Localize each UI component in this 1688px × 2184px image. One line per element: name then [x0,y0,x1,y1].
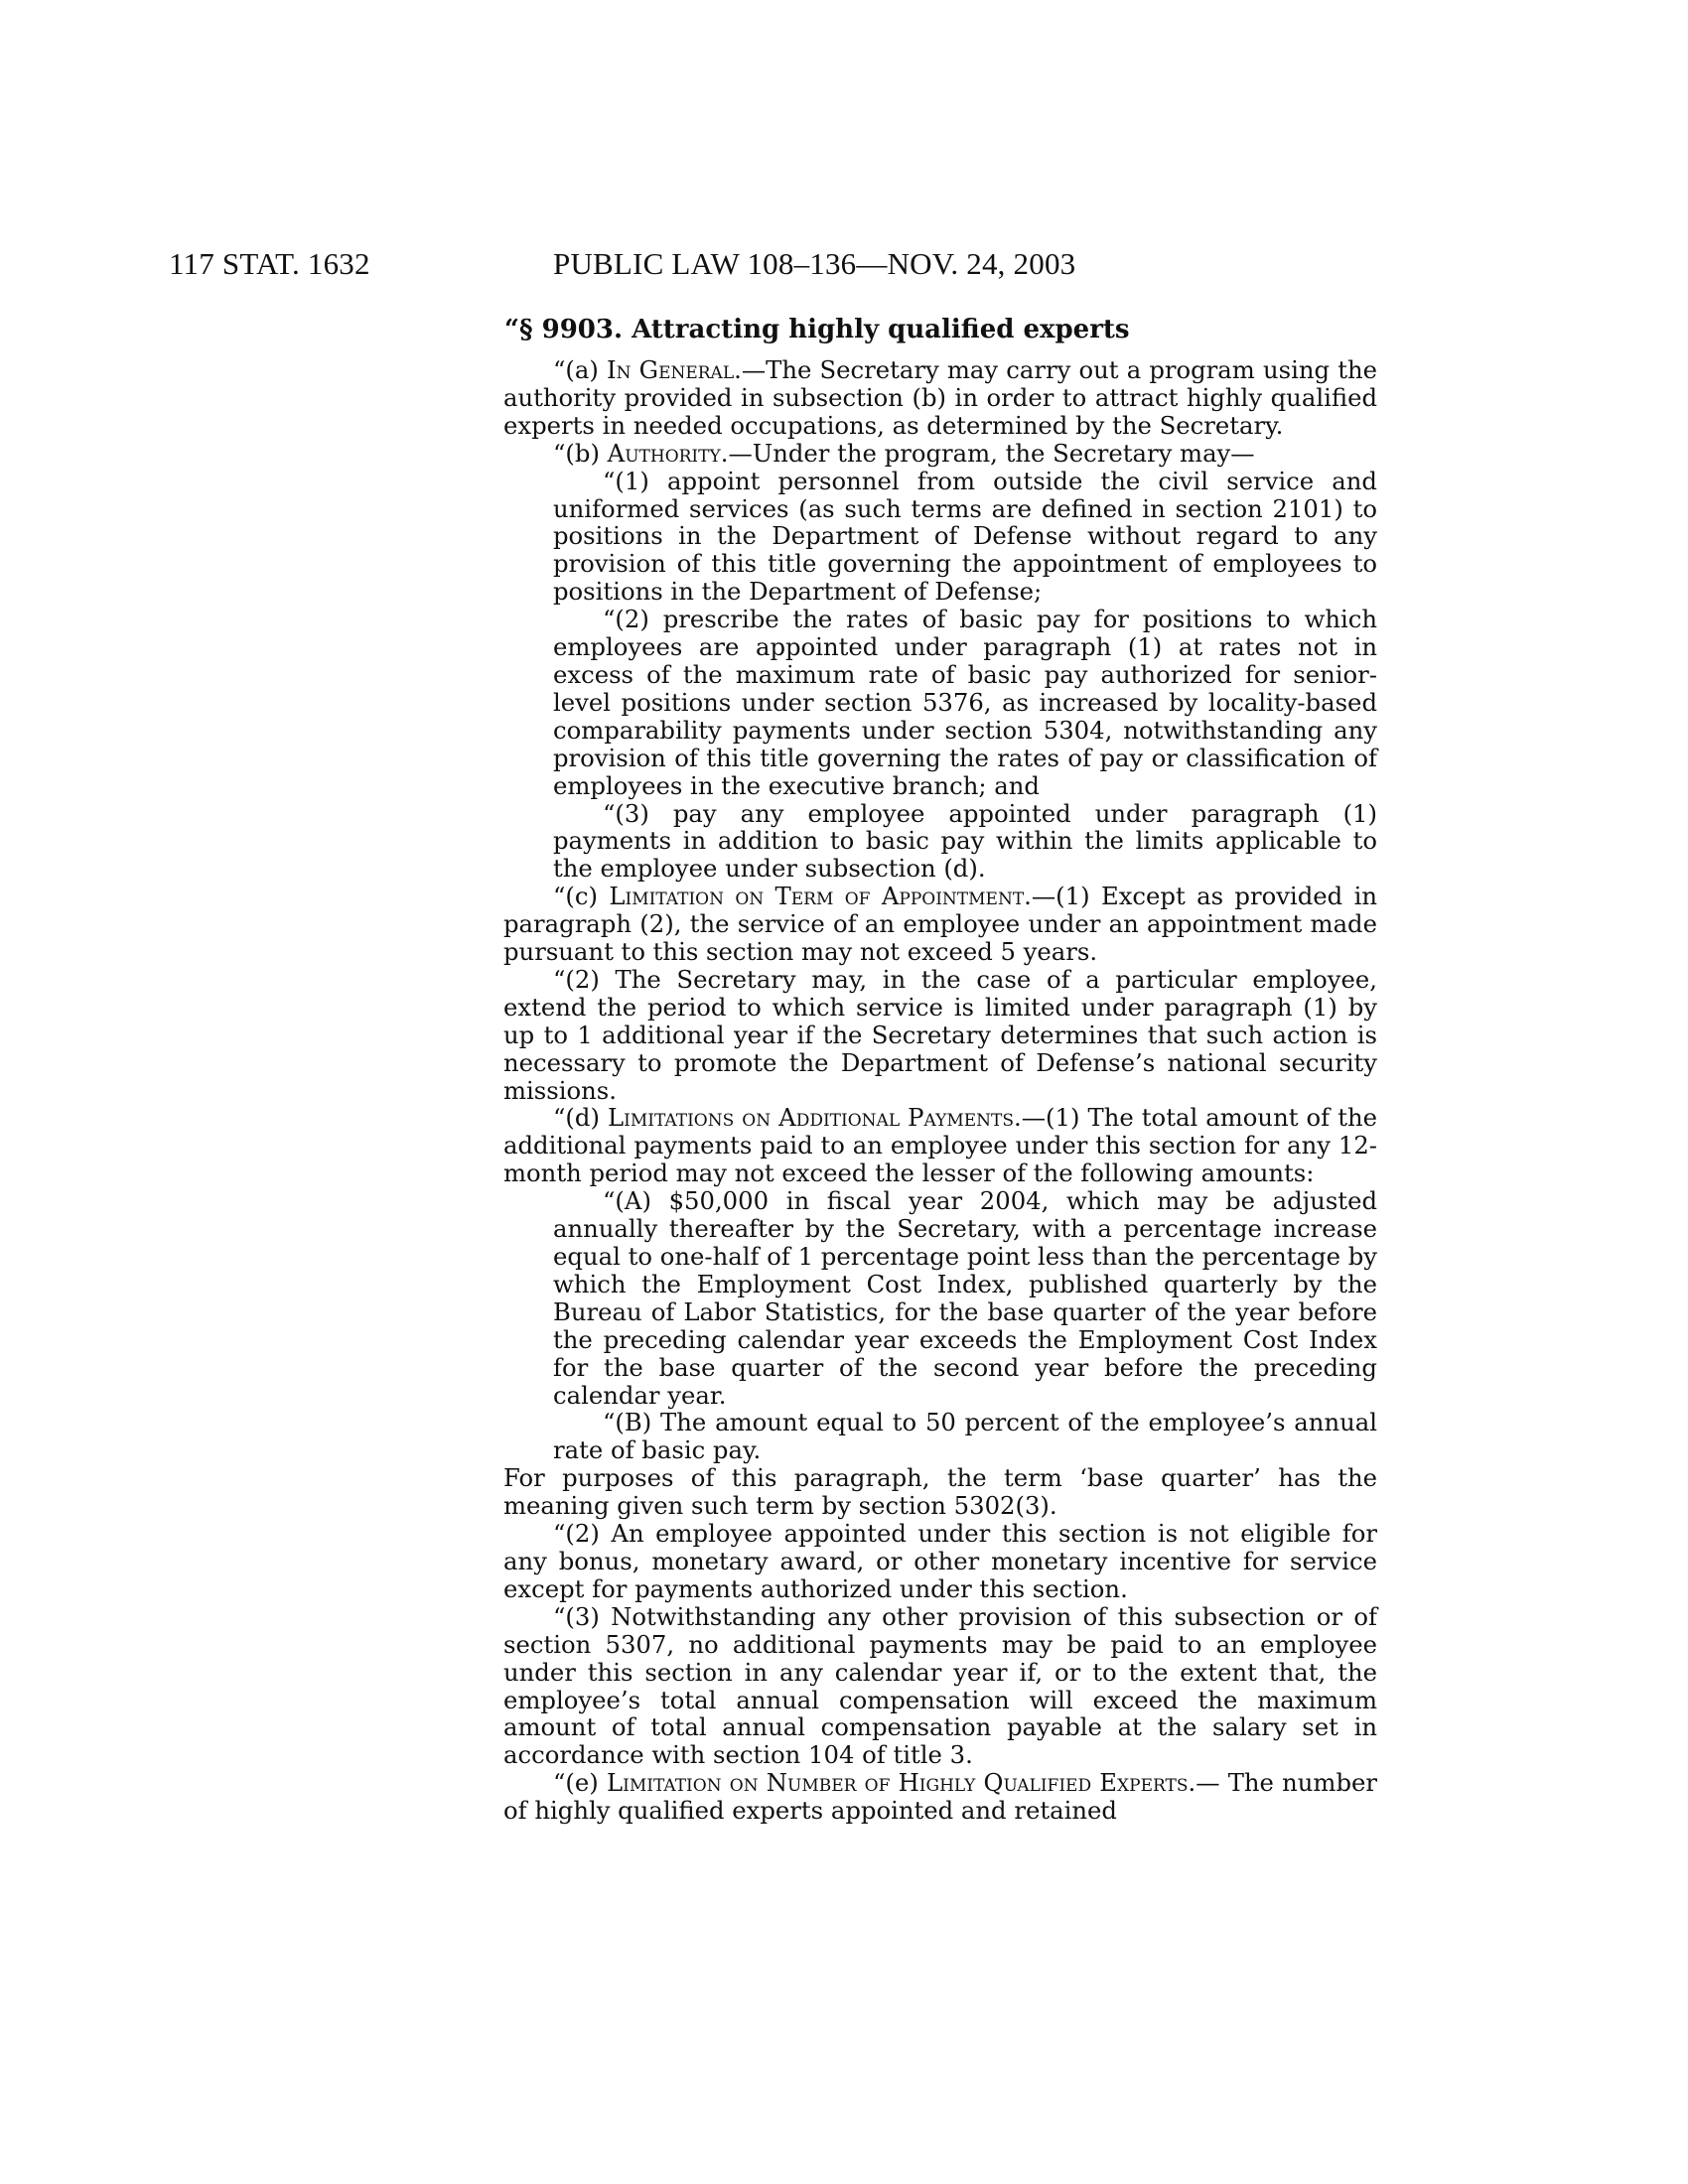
paragraph-b1: “(1) appoint personnel from outside the civil service and uniformed services (as such terms are defined in section 2101) to positions in the Department of Defense without regard to any provision of this title governing the appointment of employees to positions in the Department of Defense; [553,466,1377,607]
subsection-b-caption: Authority [607,438,721,468]
subparagraph-d1-a: “(A) $50,000 in fiscal year 2004, which may be adjusted annually thereafter by the Secretary, with a percentage increase equal to one-half of 1 percentage point less than the percentage by which the Employment Cost Index, published quarterly by the Bureau of Labor Statistics, for the base quarter of the year before the preceding calendar year exceeds the Employment Cost Index for the base quarter of the second year before the preceding calendar year. [553,1186,1377,1410]
subsection-c-caption: Limitation on Term of Appointment [609,882,1025,911]
subsection-c: “(c) Limitation on Term of Appointment.—(1) Except as provided in paragraph (2), the service of an employee under an appointment made pursuant to this section may not exceed 5 years. [503,882,1377,967]
statute-page-number: 117 STAT. 1632 [169,246,370,281]
section-body [503,356,1377,1825]
subsection-e: “(e) Limitation on Number of Highly Qualified Experts.— The number of highly qualified experts appointed and retained [503,1768,1378,1826]
subsection-a-caption: In General [607,355,735,384]
subsection-b: “(b) Authority.—Under the program, the Secretary may— [553,438,1255,468]
page-header [0,246,1688,286]
paragraph-d3: “(3) Notwithstanding any other provision of this subsection or of section 5307, no additional payments may be paid to an employee under this section in any calendar year if, or to the extent that, the employee’s total annual compensation will exceed the maximum amount of total annual compensation payable at the salary set in accordance with section 104 of title 3. [503,1601,1377,1770]
paragraph-b3: “(3) pay any employee appointed under paragraph (1) payments in addition to basic pay within the limits applicable to the employee under subsection (d). [553,798,1377,884]
subsection-a: “(a) In General.—The Secretary may carry out a program using the authority provided in subsection (b) in order to attract highly qualified experts in needed occupations, as determined by the Secretary. [503,355,1377,440]
subsection-d-caption: Limitations on Additional Payments [608,1103,1015,1133]
section-heading: “§ 9903. Attracting highly qualified experts [504,315,1130,344]
public-law-citation: PUBLIC LAW 108–136—NOV. 24, 2003 [553,246,1076,281]
subsection-d: “(d) Limitations on Additional Payments.—(1) The total amount of the additional payments paid to an employee under this section for any 12-month period may not exceed the lesser of the following amounts: [503,1103,1378,1188]
subparagraph-d1-b: “(B) The amount equal to 50 percent of the employee’s annual rate of basic pay. [553,1408,1377,1465]
paragraph-d2: “(2) An employee appointed under this section is not eligible for any bonus, monetary award, or other monetary incentive for service except for payments authorized under this section. [503,1519,1377,1603]
flush-text-base-quarter: For purposes of this paragraph, the term ‘base quarter’ has the meaning given such term by section 5302(3). [503,1463,1377,1521]
subsection-e-caption: Limitation on Number of Highly Qualified Experts [606,1768,1189,1798]
paragraph-c2: “(2) The Secretary may, in the case of a particular employee, extend the period to which service is limited under paragraph (1) by up to 1 additional year if the Secretary determines that such action is necessary to promote the Department of Defense’s national security missions. [503,964,1377,1105]
paragraph-b2: “(2) prescribe the rates of basic pay for positions to which employees are appointed under paragraph (1) at rates not in excess of the maximum rate of basic pay authorized for senior-level positions under section 5376, as increased by locality-based comparability payments under section 5304, notwithstanding any provision of this title governing the rates of pay or classification of employees in the executive branch; and [553,605,1377,800]
